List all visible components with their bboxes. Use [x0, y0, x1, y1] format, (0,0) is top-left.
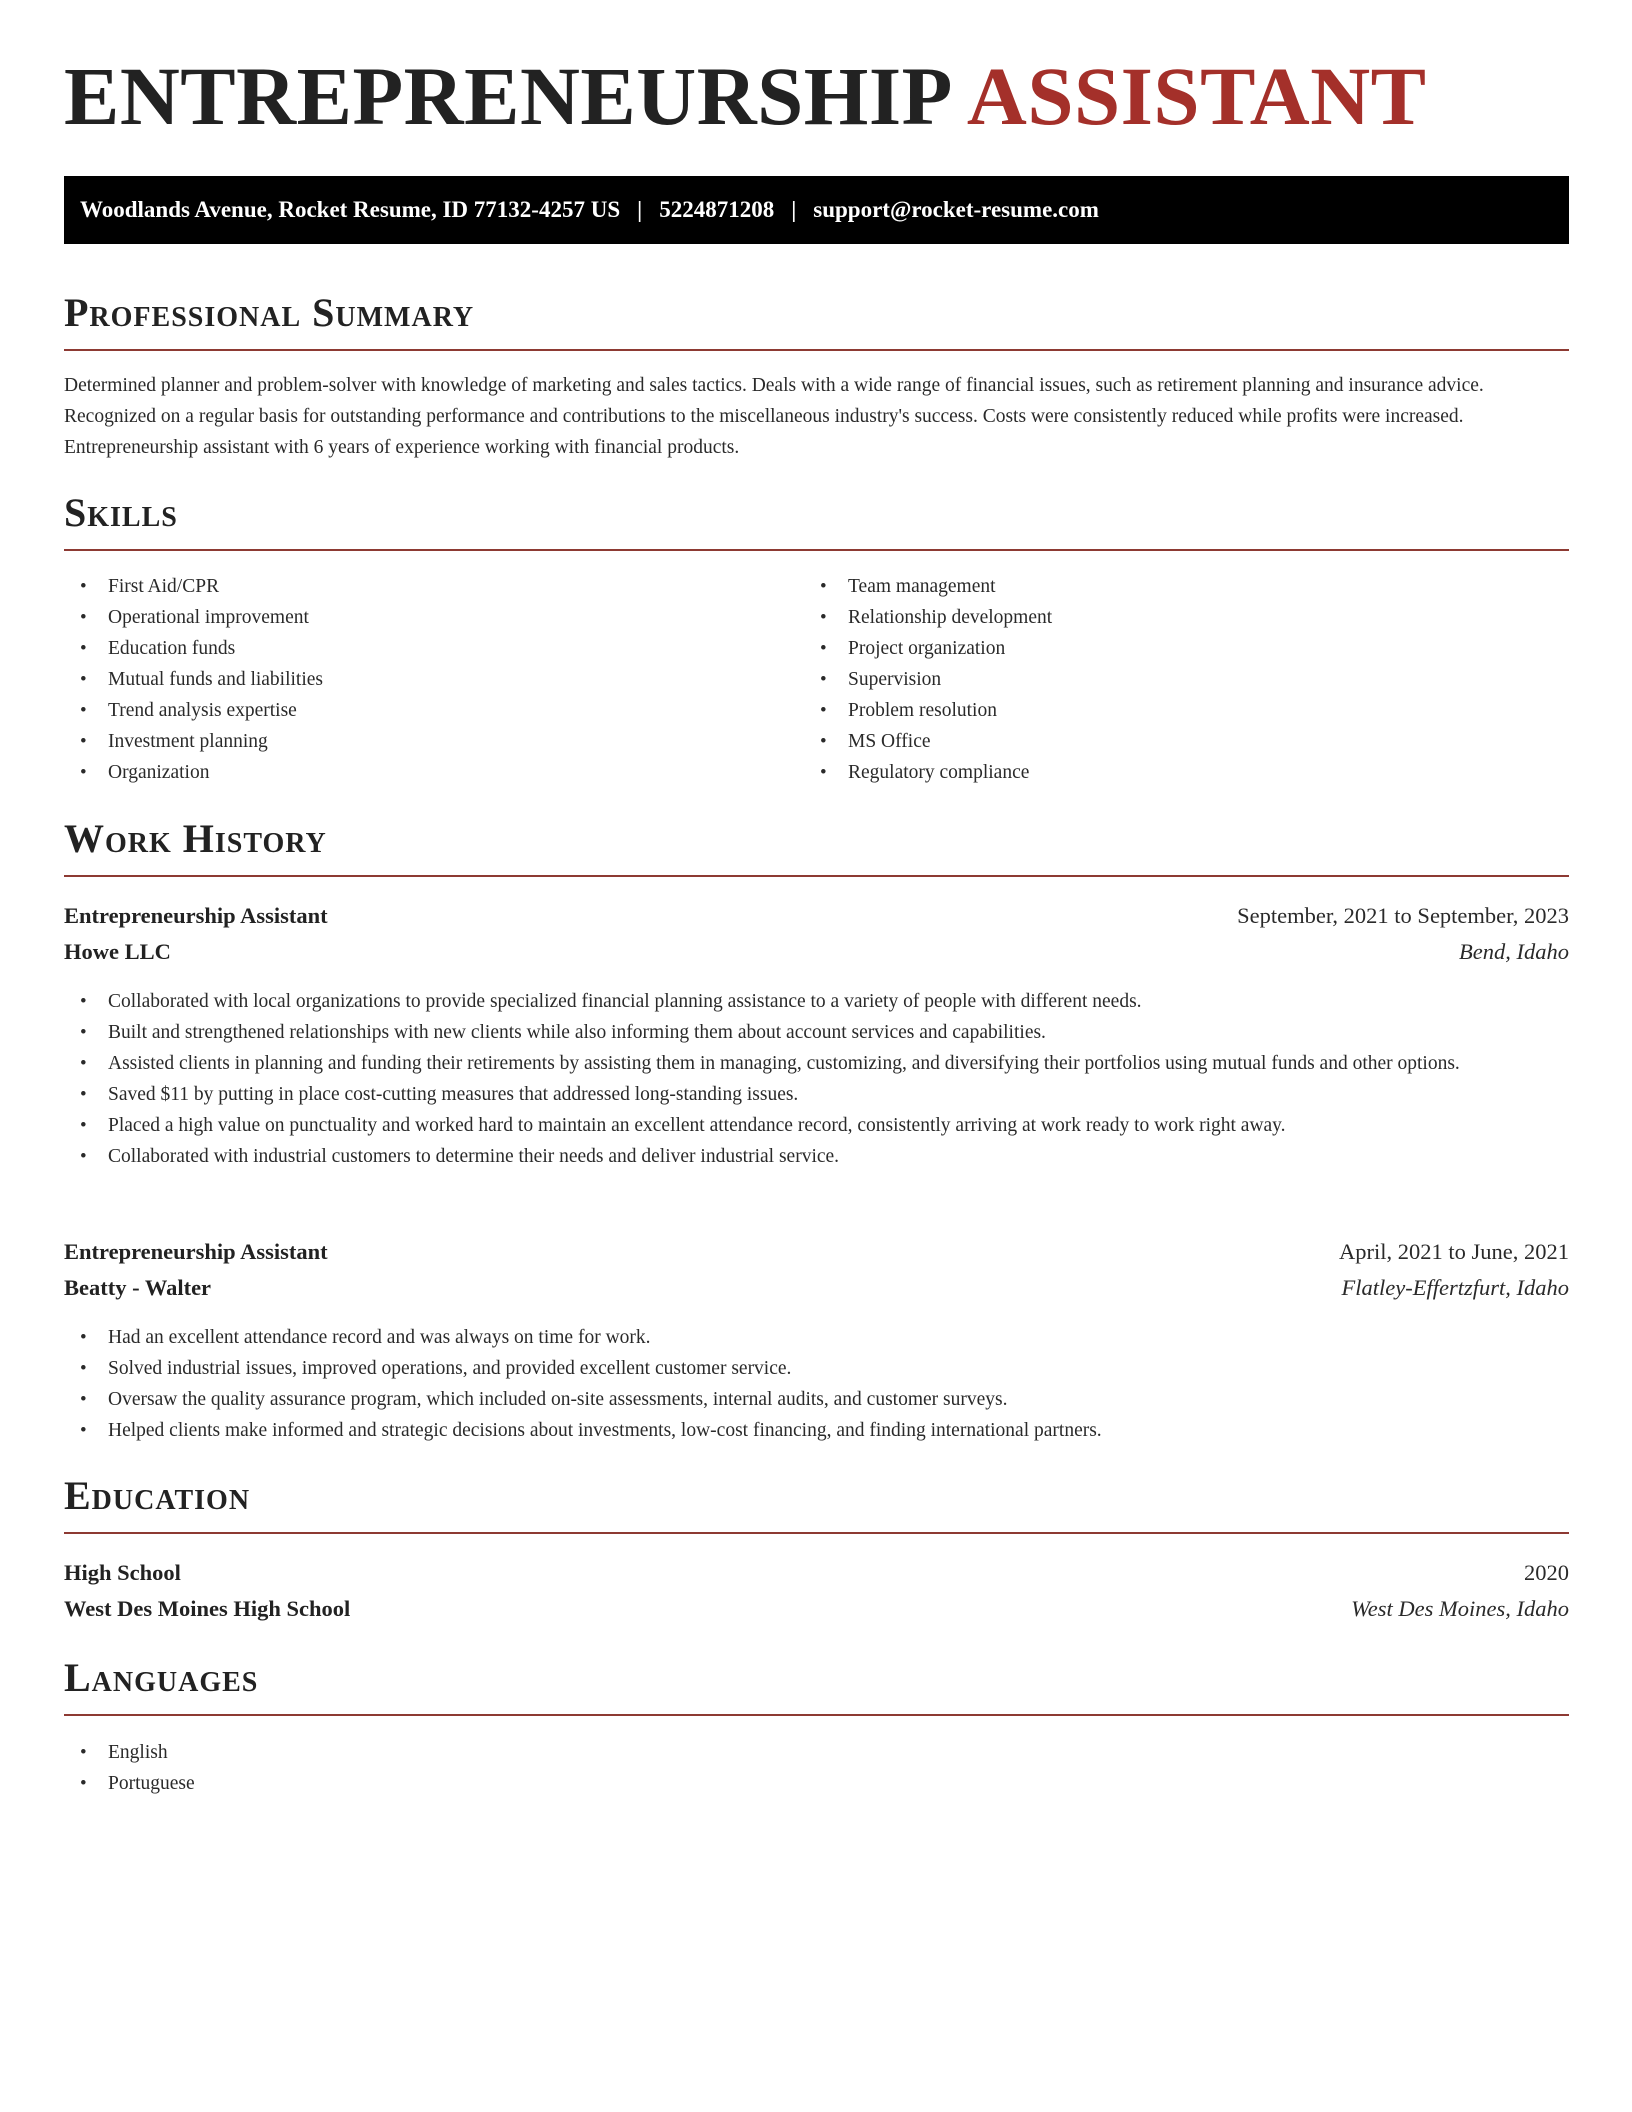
section-title-summary: Professional Summary — [64, 293, 1569, 351]
job-duties-list — [64, 986, 1569, 1172]
job-location: Bend, Idaho — [1459, 939, 1569, 964]
skills-list-left — [64, 571, 804, 788]
job-duty: • Helped clients make informed and strategic decisions about investments, low-cost financing, and finding international partners. — [64, 1415, 1569, 1446]
section-title-education: Education — [64, 1476, 1569, 1534]
job-duty: • Solved industrial issues, improved operations, and provided excellent customer service. — [64, 1353, 1569, 1384]
skill-item: • Team management — [804, 571, 1569, 602]
skill-item: • Investment planning — [64, 726, 804, 757]
section-title-skills: Skills — [64, 493, 1569, 551]
job-title: Entrepreneurship Assistant — [64, 903, 328, 928]
skill-item: • Operational improvement — [64, 602, 804, 633]
job-header-row — [64, 1234, 1569, 1270]
summary-text: Determined planner and problem-solver with knowledge of marketing and sales tactics. Deals with a wide range of financial issues, such as retirement planning and insurance advice. Recognized on a regular basis for outstanding performance and contributions to the miscellaneous industry's success. Costs were consistently reduced while profits were increased. Entrepreneurship assistant with 6 years of experience working with financial products. — [64, 375, 1484, 458]
skill-item: • Organization — [64, 757, 804, 788]
candidate-name — [64, 50, 1427, 142]
skill-item: • MS Office — [804, 726, 1569, 757]
contact-address: Woodlands Avenue, Rocket Resume, ID 77132-4257 US — [80, 197, 621, 222]
skill-item: • Regulatory compliance — [804, 757, 1569, 788]
job-duty: • Assisted clients in planning and funding their retirements by assisting them in managing, customizing, and diversifying their portfolios using mutual funds and other options. — [64, 1048, 1569, 1079]
contact-separator: | — [791, 197, 797, 222]
job-location: Flatley-Effertzfurt, Idaho — [1341, 1275, 1569, 1300]
job-duty: • Placed a high value on punctuality and worked hard to maintain an excellent attendance record, consistently arriving at work ready to work right away. — [64, 1110, 1569, 1141]
language-item: • English — [64, 1737, 1569, 1768]
contact-bar — [64, 176, 1569, 244]
contact-separator: | — [637, 197, 643, 222]
contact-email: support@rocket-resume.com — [813, 197, 1099, 222]
education-year: 2020 — [1524, 1560, 1569, 1585]
education-degree: High School — [64, 1560, 181, 1585]
skill-item: • Trend analysis expertise — [64, 695, 804, 726]
job-duty: • Saved $11 by putting in place cost-cutting measures that addressed long-standing issues. — [64, 1079, 1569, 1110]
education-location: West Des Moines, Idaho — [1351, 1596, 1569, 1621]
skill-item: • First Aid/CPR — [64, 571, 804, 602]
education-school: West Des Moines High School — [64, 1596, 351, 1621]
job-company-row — [64, 1270, 1569, 1306]
job-title: Entrepreneurship Assistant — [64, 1239, 328, 1264]
job-company-row — [64, 934, 1569, 970]
education-header-row — [64, 1555, 1569, 1591]
skill-item: • Problem resolution — [804, 695, 1569, 726]
contact-phone: 5224871208 — [659, 197, 775, 222]
job-duty: • Collaborated with local organizations to provide specialized financial planning assistance to a variety of people with different needs. — [64, 986, 1569, 1017]
job-company: Beatty - Walter — [64, 1275, 212, 1300]
language-item: • Portuguese — [64, 1768, 1569, 1799]
languages-list — [64, 1737, 1569, 1799]
skill-item: • Education funds — [64, 633, 804, 664]
job-duties-list — [64, 1322, 1569, 1446]
job-company: Howe LLC — [64, 939, 171, 964]
job-duty: • Oversaw the quality assurance program, which included on-site assessments, internal audits, and customer surveys. — [64, 1384, 1569, 1415]
skill-item: • Relationship development — [804, 602, 1569, 633]
education-school-row — [64, 1591, 1569, 1627]
skill-item: • Project organization — [804, 633, 1569, 664]
job-dates: April, 2021 to June, 2021 — [1339, 1239, 1569, 1264]
skill-item: • Supervision — [804, 664, 1569, 695]
job-dates: September, 2021 to September, 2023 — [1237, 903, 1569, 928]
section-title-work-history: Work History — [64, 819, 1569, 877]
skill-item: • Mutual funds and liabilities — [64, 664, 804, 695]
job-duty: • Built and strengthened relationships with new clients while also informing them about account services and capabilities. — [64, 1017, 1569, 1048]
name-last: ASSISTANT — [966, 50, 1427, 142]
job-duty: • Collaborated with industrial customers to determine their needs and deliver industrial service. — [64, 1141, 1569, 1172]
job-header-row — [64, 898, 1569, 934]
skills-list-right — [804, 571, 1569, 788]
name-first: ENTREPRENEURSHIP — [64, 50, 953, 142]
section-title-languages: Languages — [64, 1658, 1569, 1716]
job-duty: • Had an excellent attendance record and was always on time for work. — [64, 1322, 1569, 1353]
